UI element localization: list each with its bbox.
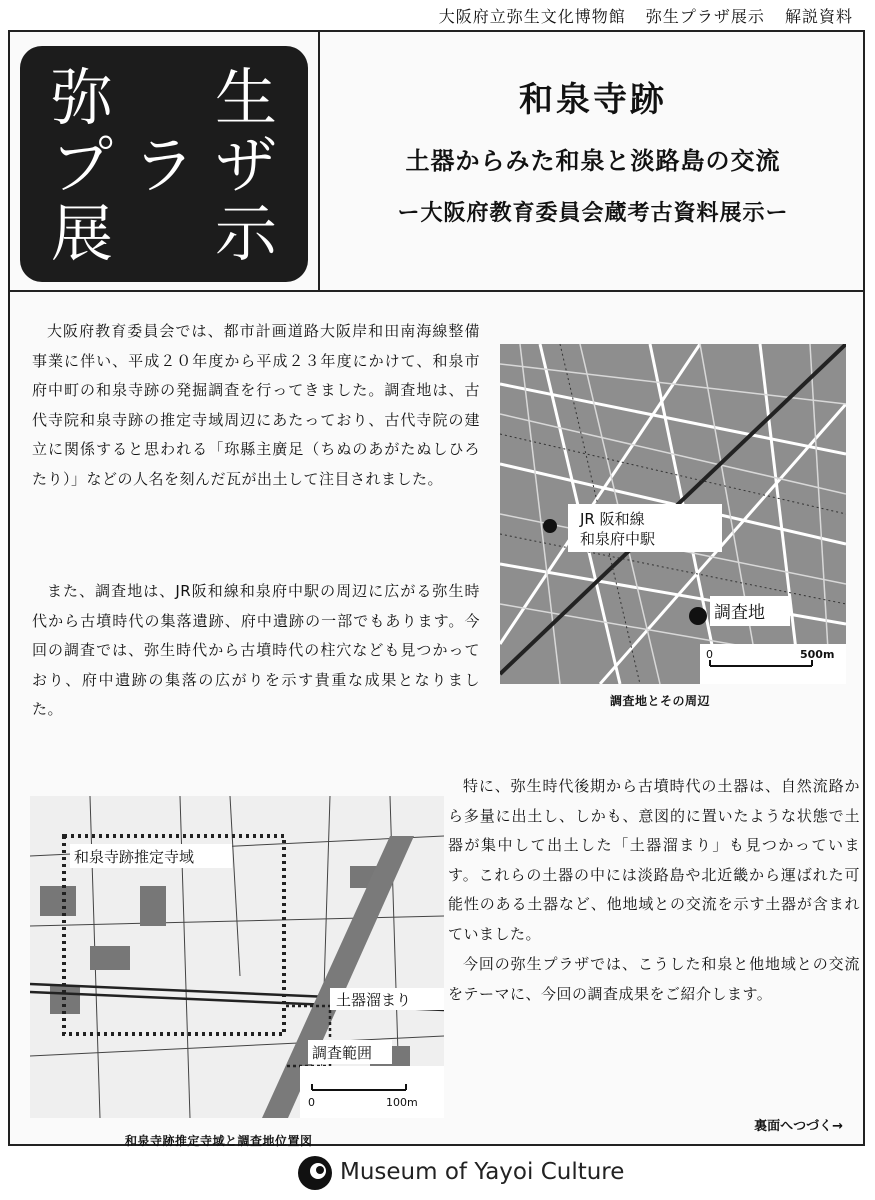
logo-char-4: ラ [132,129,195,202]
map1-scale-start: 0 [706,648,713,661]
sub-title: 土器からみた和泉と淡路島の交流 [405,147,781,175]
museum-logo-icon [296,1154,334,1192]
page-header [425,4,853,27]
horizontal-divider [10,290,863,292]
header-museum-name: 大阪府立弥生文化博物館 [438,7,626,26]
temple-area-label: 和泉寺跡推定寺域 [74,848,195,866]
area-map-caption: 調査地とその周辺 [610,694,711,708]
body-paragraph-3: 特に、弥生時代後期から古墳時代の土器は、自然流路から多量に出土し、しかも、意図的に置いたような状態で土器が集中して出土した「土器溜まり」も見つかっています。これらの土器の中には淡路島や北近畿から運ばれた可能性のある土器など、他地域との交流を示す土器が含まれていました。 [448,777,860,943]
logo-char-3: プ [50,129,113,202]
vertical-divider [318,32,320,290]
site-plan-map [30,796,444,1118]
map2-scale-end: 100m [386,1096,418,1109]
yayoi-plaza-logo [20,46,308,282]
logo-char-1: 弥 [50,61,113,134]
footer-logo [296,1154,656,1194]
map2-scale-start: 0 [308,1096,315,1109]
logo-char-2: 生 [214,61,277,134]
museum-english-name: Museum of Yayoi Culture [340,1159,625,1185]
body-paragraph-2: また、調査地は、JR阪和線和泉府中駅の周辺に広がる弥生時代から古墳時代の集落遺跡、府中遺跡の一部でもあります。今回の調査では、弥生時代から古墳時代の柱穴なども見つかっており、府中遺跡の集落の広がりを示す貴重な成果となりました。 [32,582,480,718]
station-label-name: 和泉府中駅 [580,530,656,548]
body-paragraph-1: 大阪府教育委員会では、都市計画道路大阪岸和田南海線整備事業に伴い、平成２０年度から平成２３年度にかけて、和泉市府中町の和泉寺跡の発掘調査を行ってきました。調査地は、古代寺院和泉寺跡の推定寺域周辺にあたっており、古代寺院の建立に関係すると思われる「珎縣主廣足（ちぬのあがたぬしひろたり）」などの人名を刻んだ瓦が出土して注目されました。 [32,322,480,488]
header-exhibit-name: 弥生プラザ展示 [645,7,765,26]
survey-range-label: 調査範囲 [312,1044,373,1062]
title-block [328,72,858,227]
pottery-cluster-label: 土器溜まり [336,991,412,1009]
exhibit-subtitle: ー大阪府教育委員会蔵考古資料展示ー [397,201,789,226]
main-title: 和泉寺跡 [519,80,667,120]
map1-scale-end: 500m [800,648,835,661]
header-doc-type: 解説資料 [784,7,853,26]
logo-char-6: 展 [50,197,113,270]
site-plan-caption: 和泉寺跡推定寺域と調査地位置図 [125,1134,313,1148]
logo-char-5: ザ [214,129,277,202]
continued-on-back-note: 裏面へつづく→ [754,1119,843,1134]
document-frame [8,30,865,1146]
body-paragraph-4: 今回の弥生プラザでは、こうした和泉と他地域との交流をテーマに、今回の調査成果をご紹介します。 [448,955,860,1003]
area-map [500,344,846,684]
area-map-graphic [500,344,846,684]
site-plan-graphic [30,796,444,1118]
station-label-line: JR 阪和線 [580,510,645,528]
survey-site-label: 調査地 [714,603,765,623]
logo-char-7: 示 [214,197,277,270]
